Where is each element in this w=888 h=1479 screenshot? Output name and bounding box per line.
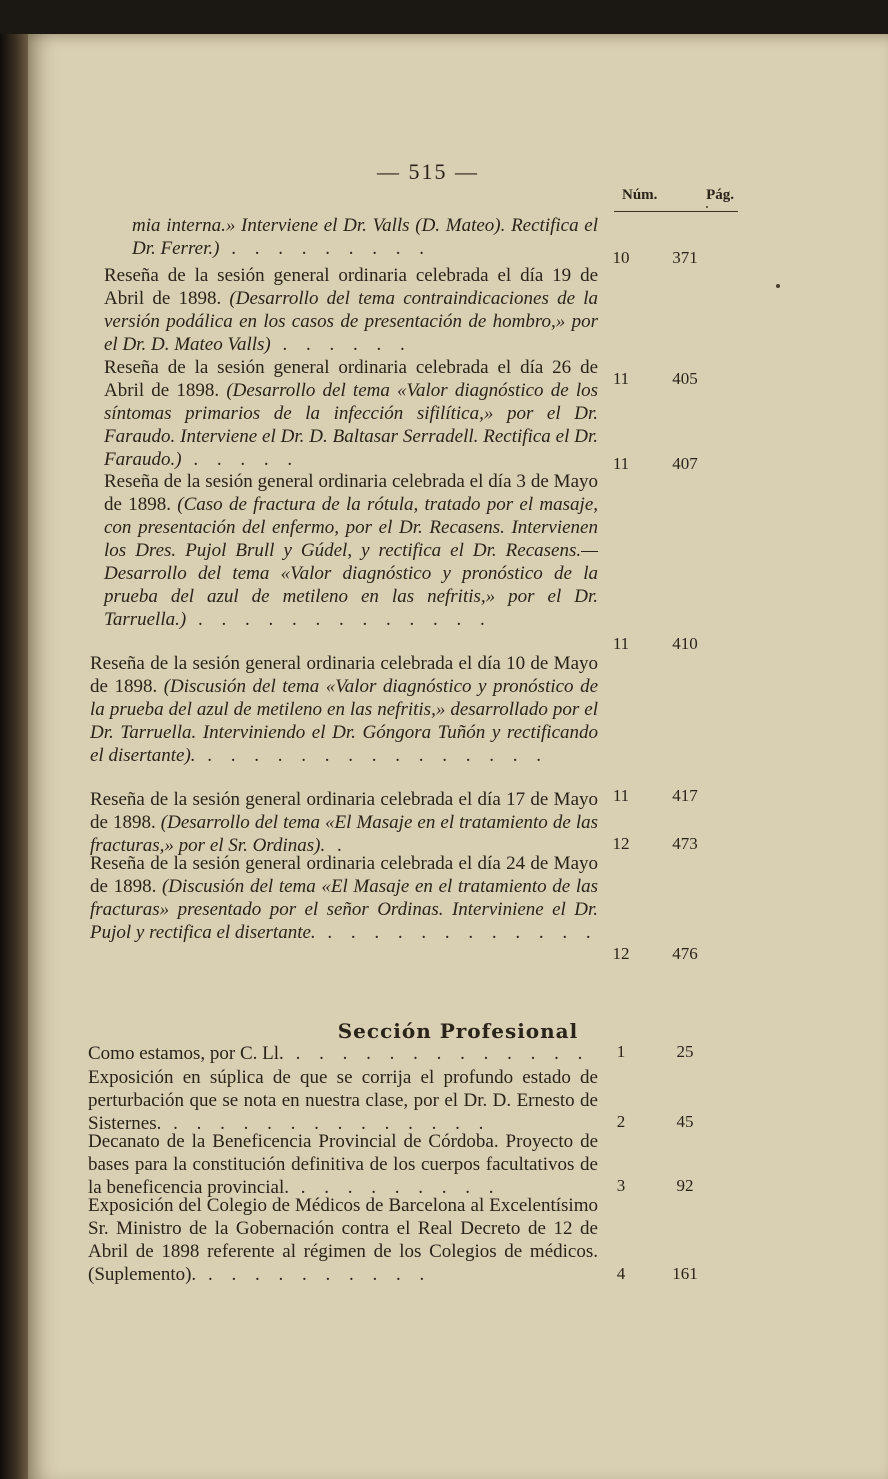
entry-title: Exposición del Colegio de Médicos de Barcelona al Excelentísimo Sr. Ministro de la Gobernación contra el Real Decreto de 12 de Abril de 1898 referente al régimen de los Colegios de médicos. (Suplemento). (88, 1195, 598, 1285)
entry-text: Reseña de la sesión general ordinaria celebrada el día 19 de Abril de 1898. (Desarrollo del tema contraindicaciones de la versión podálica en los casos de presentación de hombro,» por el Dr. D. Mateo Valls) . . . . . . (104, 265, 598, 355)
entry-page: 371 (672, 248, 698, 267)
section-title: Sección Profesional (337, 1019, 579, 1043)
entry-number: 3 (616, 1176, 626, 1195)
entry-lead: Reseña de la sesión general ordinaria celebrada el día 24 de Mayo de 1898. (90, 853, 598, 897)
entry-text: Reseña de la sesión general ordinaria celebrada el día 3 de Mayo de 1898. (Caso de fractura de la rótula, tratado por el masaje, con presentación del enfermo, por el Dr. Recasens. Intervienen los Dres. Pujol Brull y Gúdel, y rectifica el Dr. Recasens.—Desarrollo del tema «Valor diagnóstico y pronóstico de la prueba del azul de metileno en las nefritis,» por el Dr. Tarruella.) . . . . . . . . . . . . . (104, 471, 599, 630)
entry-lead: Reseña de la sesión general ordinaria celebrada el día 3 de Mayo de 1898. (104, 471, 598, 515)
paper-speck (706, 206, 708, 208)
entry-text: Reseña de la sesión general ordinaria celebrada el día 24 de Mayo de 1898. (Discusión del tema «El Masaje en el tratamiento de las fracturas» presentado por el señor Ordinas. Interviniene el Dr. Pujol y rectifica el disertante. . . . . . . . . . . . . (90, 853, 598, 943)
entry-page: 473 (672, 834, 698, 853)
entry-number: 11 (612, 786, 630, 805)
header-rule (614, 211, 738, 212)
col-num-header: Núm. (622, 187, 658, 203)
entry-description: (Caso de fractura de la rótula, tratado por el masaje, con presentación del enfermo, por el Dr. Recasens. Intervienen los Dres. Pujol Brull y Gúdel, y rectifica el Dr. Recasens.—Desarrollo del tema «Valor diagnóstico y pronóstico de la prueba del azul de metileno en las nefritis,» por el Dr. Tarruella.) (104, 494, 599, 630)
entry-page: 92 (676, 1176, 694, 1195)
entry-number: 2 (616, 1112, 626, 1131)
entry-lead: Reseña de la sesión general ordinaria celebrada el día 10 de Mayo de 1898. (90, 653, 598, 697)
entry-text: Decanato de la Beneficencia Provincial de Córdoba. Proyecto de bases para la constitución definitiva de los cuerpos facultativos de la beneficencia provincial. . . . . . . . . . (88, 1131, 598, 1198)
entry-number: 11 (612, 634, 630, 653)
entry-description: (Desarrollo del tema contraindicaciones de la versión podálica en los casos de presentación de hombro,» por el Dr. D. Mateo Valls) (104, 288, 598, 355)
entry-number: 4 (616, 1264, 626, 1283)
entry-title: Decanato de la Beneficencia Provincial de Córdoba. Proyecto de bases para la constitución definitiva de los cuerpos facultativos de la beneficencia provincial. (88, 1131, 598, 1198)
entry-title: Como estamos, por C. Ll. (88, 1043, 284, 1064)
entry-text: Como estamos, por C. Ll. . . . . . . . . . . . . . (88, 1043, 590, 1064)
entry-page: 410 (672, 634, 698, 653)
book-binding-edge (0, 34, 28, 1479)
entry-page: 476 (672, 944, 698, 963)
entry-number: 1 (616, 1042, 626, 1061)
entry-page: 45 (676, 1112, 694, 1131)
entry-text: Exposición en súplica de que se corrija el profundo estado de perturbación que se nota en nuestra clase, por el Dr. D. Ernesto de Sisternes. . . . . . . . . . . . . . . (88, 1067, 598, 1134)
entry-text: Exposición del Colegio de Médicos de Barcelona al Excelentísimo Sr. Ministro de la Gobernación contra el Real Decreto de 12 de Abril de 1898 referente al régimen de los Colegios de médicos. (Suplemento). . . . . . . . . . . (88, 1195, 598, 1285)
entry-page: 161 (672, 1264, 698, 1283)
entry-lead: Reseña de la sesión general ordinaria celebrada el día 19 de Abril de 1898. (104, 265, 598, 309)
column-headers (622, 187, 734, 204)
entry-title: Exposición en súplica de que se corrija el profundo estado de perturbación que se nota en nuestra clase, por el Dr. D. Ernesto de Sisternes. (88, 1067, 598, 1134)
entry-description: (Discusión del tema «Valor diagnóstico y pronóstico de la prueba del azul de metileno en las nefritis,» desarrollado por el Dr. Tarruella. Interviniendo el Dr. Góngora Tuñón y rectificando el disertante). (90, 676, 599, 766)
page-number: — 515 — (377, 159, 479, 184)
entry-page: 25 (676, 1042, 694, 1061)
entry-text: Reseña de la sesión general ordinaria celebrada el día 10 de Mayo de 1898. (Discusión del tema «Valor diagnóstico y pronóstico de la prueba del azul de metileno en las nefritis,» desarrollado por el Dr. Tarruella. Interviniendo el Dr. Góngora Tuñón y rectificando el disertante). . . . . . . . . . . . . . . . (90, 653, 599, 766)
entry-lead: Reseña de la sesión general ordinaria celebrada el día 26 de Abril de 1898. (104, 357, 598, 401)
entry-description: (Desarrollo del tema «El Masaje en el tratamiento de las fracturas,» por el Sr. Ordinas). (90, 812, 598, 856)
entry-page: 405 (672, 369, 698, 388)
entry-text: mia interna.» Interviene el Dr. Valls (D. Mateo). Rectifica el Dr. Ferrer.) . . . . . . . . . (132, 215, 598, 259)
entry-text: Reseña de la sesión general ordinaria celebrada el día 26 de Abril de 1898. (Desarrollo del tema «Valor diagnóstico de los síntomas primarios de la infección sifilítica,» por el Dr. Faraudo. Interviene el Dr. D. Baltasar Serradell. Rectifica el Dr. Faraudo.) . . . . . (104, 357, 598, 470)
entry-description: (Discusión del tema «El Masaje en el tratamiento de las fracturas» presentado por el señor Ordinas. Interviniene el Dr. Pujol y rectifica el disertante. (90, 876, 598, 943)
paper-speck (776, 284, 780, 288)
entry-lead: Reseña de la sesión general ordinaria celebrada el día 17 de Mayo de 1898. (90, 789, 598, 833)
entry-page: 417 (672, 786, 698, 805)
entry-number: 10 (612, 248, 630, 267)
entry-number: 11 (612, 369, 630, 388)
entry-number: 11 (612, 454, 630, 473)
entry-number: 12 (612, 834, 630, 853)
col-pag-header: Pág. (706, 187, 734, 203)
entry-description: (Desarrollo del tema «Valor diagnóstico de los síntomas primarios de la infección sifilítica,» por el Dr. Faraudo. Interviene el Dr. D. Baltasar Serradell. Rectifica el Dr. Faraudo.) (104, 380, 598, 470)
entry-page: 407 (672, 454, 698, 473)
entry-text: Reseña de la sesión general ordinaria celebrada el día 17 de Mayo de 1898. (Desarrollo del tema «El Masaje en el tratamiento de las fracturas,» por el Sr. Ordinas). . (90, 789, 598, 856)
document-page (28, 34, 888, 1479)
entry-number: 12 (612, 944, 630, 963)
entry-description: mia interna.» Interviene el Dr. Valls (D. Mateo). Rectifica el Dr. Ferrer.) (132, 215, 598, 259)
